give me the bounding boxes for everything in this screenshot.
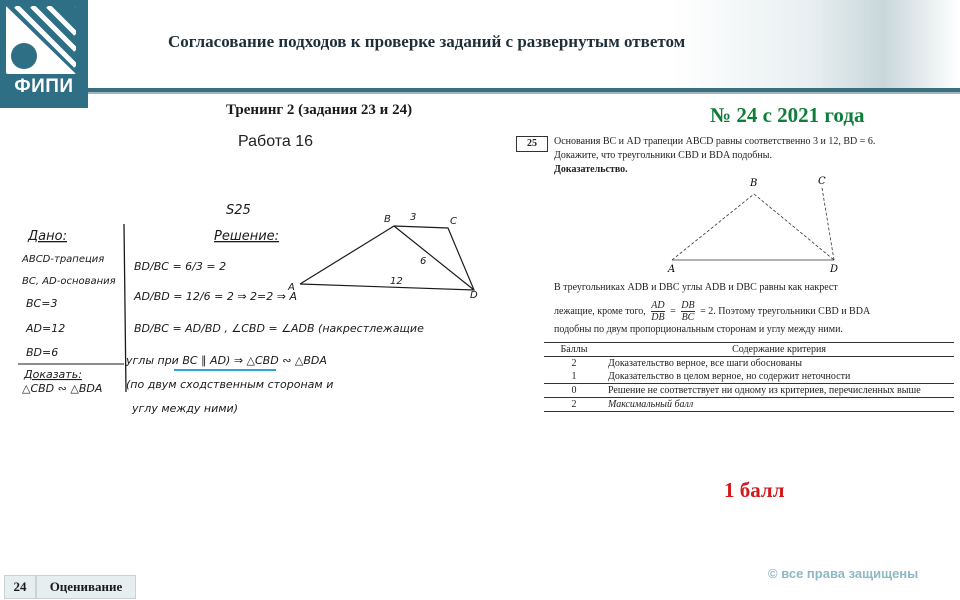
hw-prove-line: △CBD ∾ △BDA (22, 382, 103, 395)
hw-label-bd: 6 (420, 256, 427, 267)
hw-given-line: BC=3 (26, 297, 58, 310)
proof-text: = 2. Поэтому треугольники CBD и BDA (700, 305, 871, 317)
hw-eq3a: BD/BC = AD/BD , ∠CBD = ∠ADB (накрестлежащие (134, 322, 424, 335)
hw-eq3c: (по двум сходственным сторонам и (126, 378, 334, 391)
statement-line: Основания BC и AD трапеции ABCD равны соответственно 3 и 12, BD = 6. (554, 136, 876, 147)
fig-label-a: A (668, 264, 676, 274)
task-number: 25 (516, 136, 548, 152)
proof-heading: Доказательство. (554, 164, 628, 175)
hw-label-b: B (384, 214, 391, 225)
hw-eq3d: углу между ними) (132, 402, 238, 415)
logo-mark-icon (6, 6, 76, 74)
hw-label-ad: 12 (390, 276, 403, 287)
hw-given-heading: Дано: (28, 229, 67, 244)
hw-label-d: D (470, 290, 478, 301)
criteria-header-row (544, 343, 954, 357)
proof-fraction (681, 300, 694, 323)
logo-text: ФИПИ (14, 76, 74, 97)
fraction-denominator: BC (681, 312, 695, 323)
hw-given-line: BD=6 (26, 346, 59, 359)
criteria-points: 2 (544, 398, 604, 412)
criteria-points: 0 (544, 384, 604, 398)
copyright-text: © все права защищены (768, 566, 919, 581)
hw-label-bc: 3 (410, 212, 417, 223)
hw-solution-heading: Решение: (214, 229, 280, 244)
hw-label-a: A (288, 282, 295, 293)
training-title: Тренинг 2 (задания 23 и 24) (226, 102, 413, 118)
hw-eq3b: углы при BC ∥ AD) ⇒ △CBD ∾ △BDA (126, 354, 327, 367)
section-label: Оценивание (36, 575, 136, 599)
fraction-denominator: DB (651, 312, 665, 323)
criteria-header-points: Баллы (544, 343, 604, 357)
fipi-logo (0, 0, 88, 108)
criteria-header-content: Содержание критерия (604, 343, 954, 357)
task-statement (516, 134, 956, 434)
task-heading: № 24 с 2021 года (710, 103, 865, 127)
hw-eq1: BD/BC = 6/3 = 2 (134, 260, 227, 273)
page-title: Согласование подходов к проверке заданий с развернутым ответом (168, 32, 686, 51)
criteria-row (544, 384, 954, 398)
hw-given-line: BC, AD-основания (22, 276, 116, 287)
score-label: 1 балл (724, 478, 785, 502)
proof-text: лежащие, кроме того, (554, 305, 646, 317)
fig-label-b: B (750, 178, 758, 189)
work-label: Работа 16 (238, 133, 314, 150)
criteria-content: Доказательство в целом верное, но содержит неточности (608, 371, 851, 382)
proof-line: подобны по двум пропорциональным сторонам и углу между ними. (554, 324, 843, 335)
hw-prove-heading: Доказать: (24, 368, 82, 381)
proof-line (554, 300, 870, 323)
criteria-content: Максимальный балл (604, 398, 954, 412)
statement-line: Докажите, что треугольники CBD и BDA подобны. (554, 150, 772, 161)
proof-equals: = (670, 305, 676, 317)
criteria-content: Доказательство верное, все шаги обоснованы (608, 358, 802, 369)
fig-label-d: D (830, 264, 839, 274)
hw-trapezoid-figure (300, 226, 474, 290)
trapezoid-figure (666, 174, 846, 274)
hw-given-line: ABCD-трапеция (22, 254, 105, 265)
hw-label-c: C (450, 216, 457, 227)
criteria-content: Решение не соответствует ни одному из критериев, перечисленных выше (604, 384, 954, 398)
criteria-table (544, 342, 954, 412)
criteria-row (544, 357, 954, 371)
criteria-row (544, 370, 954, 384)
header-divider-light (88, 92, 960, 94)
fig-label-c: C (818, 176, 826, 187)
proof-line: В треугольниках ADB и DBC углы ADB и DBC равны как накрест (554, 282, 838, 293)
slide-number: 24 (4, 575, 36, 599)
criteria-points: 1 (571, 371, 577, 382)
criteria-row (544, 398, 954, 412)
hw-task-label: S25 (226, 203, 251, 218)
criteria-points: 2 (571, 358, 577, 369)
fraction-numerator: DB (681, 300, 695, 311)
proof-fraction (651, 300, 664, 323)
hw-given-line: AD=12 (26, 322, 66, 335)
fraction-numerator: AD (651, 300, 665, 311)
handwritten-solution (14, 192, 512, 437)
hw-eq2: AD/BD = 12/6 = 2 ⇒ 2=2 ⇒ A (134, 290, 297, 303)
